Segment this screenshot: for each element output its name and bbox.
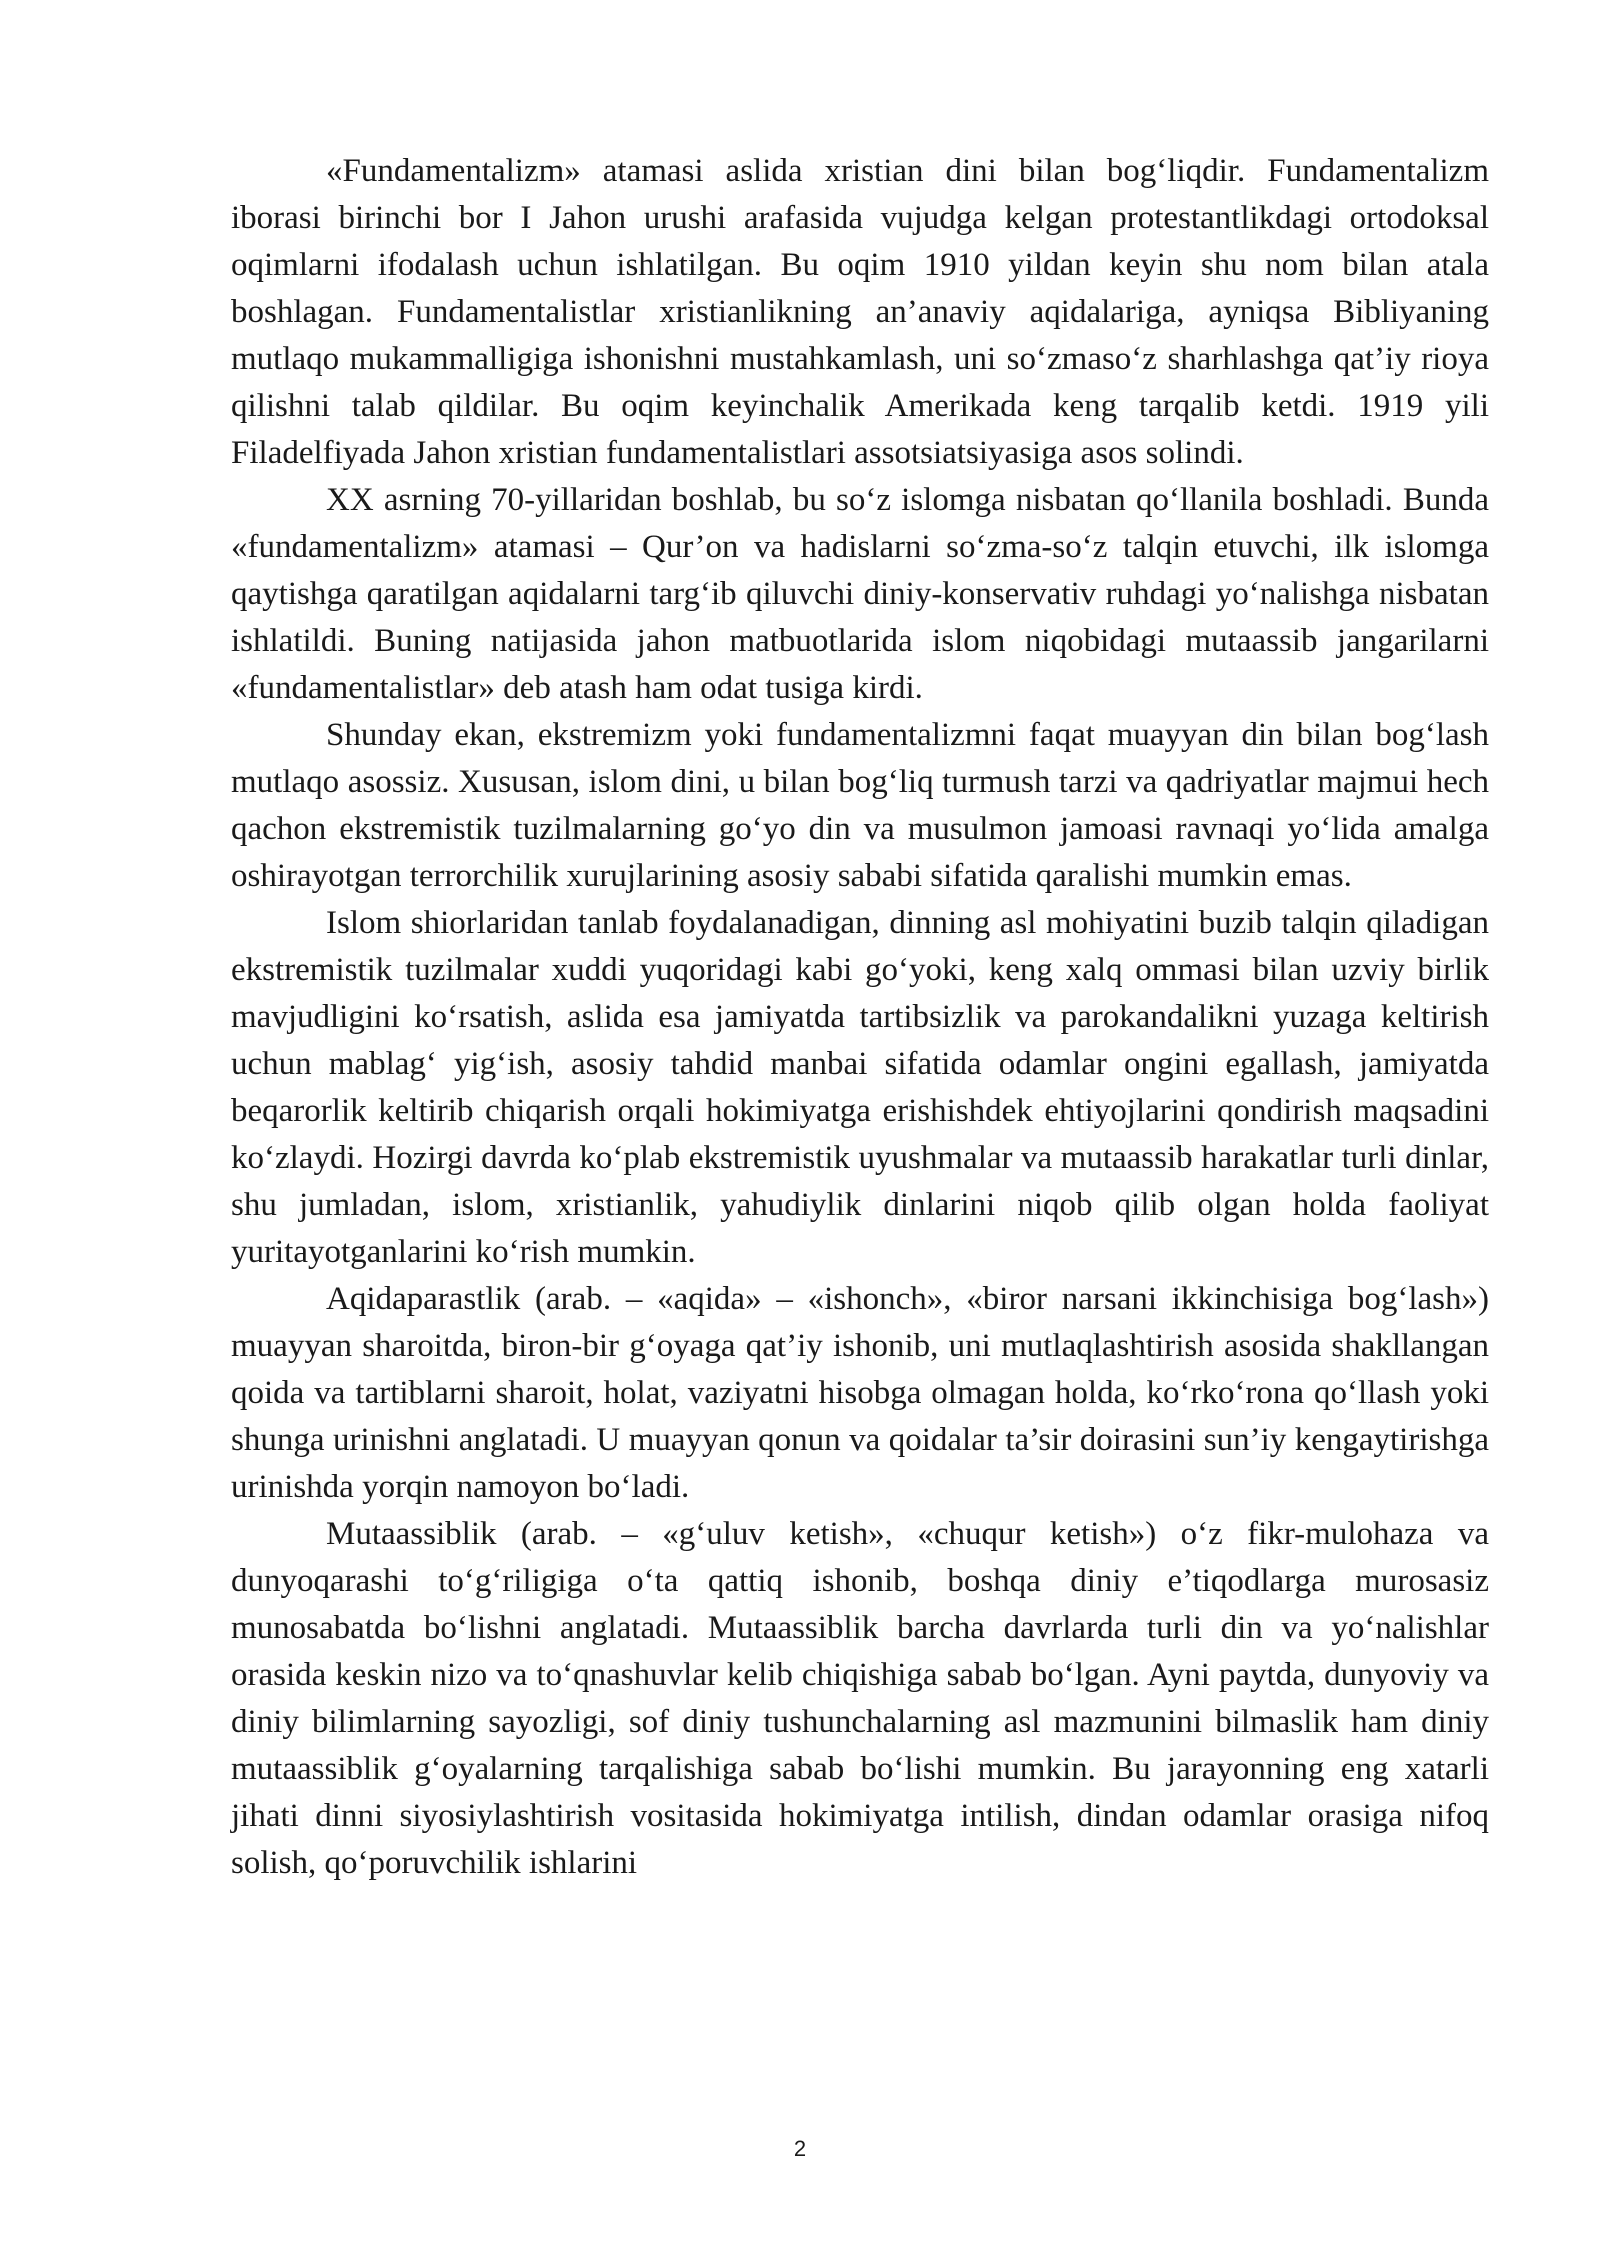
- document-body: [231, 148, 1489, 1887]
- paragraph-extremism-religion: Shunday ekan, ekstremizm yoki fundamentalizmni faqat muayyan din bilan bog‘lash mutlaqo asossiz. Xususan, islom dini, u bilan bog‘liq turmush tarzi va qadriyatlar majmui hech qachon ekstremistik tuzilmalarning go‘yo din va musulmon jamoasi ravnaqi yo‘lida amalga oshirayotgan terrorchilik xurujlarining asosiy sababi sifatida qaralishi mumkin emas.: [231, 717, 1489, 894]
- paragraph-islam-usage: XX asrning 70-yillaridan boshlab, bu so‘z islomga nisbatan qo‘llanila boshladi. Bunda «fundamentalizm» atamasi – Qur’on va hadislarni so‘zma-so‘z talqin etuvchi, ilk islomga qaytishga qaratilgan aqidalarni targ‘ib qiluvchi diniy-konservativ ruhdagi yo‘nalishga nisbatan ishlatildi. Buning natijasida jahon matbuotlarida islom niqobidagi mutaassib jangarilarni «fundamentalistlar» deb atash ham odat tusiga kirdi.: [231, 482, 1489, 706]
- paragraph-aqidaparastlik: Aqidaparastlik (arab. – «aqida» – «ishonch», «biror narsani ikkinchisiga bog‘lash») muayyan sharoitda, biron-bir g‘oyaga qat’iy ishonib, uni mutlaqlashtirish asosida shakllangan qoida va tartiblarni sharoit, holat, vaziyatni hisobga olmagan holda, ko‘rko‘rona qo‘llash yoki shunga urinishni anglatadi. U muayyan qonun va qoidalar ta’sir doirasini sun’iy kengaytirishga urinishda yorqin namoyon bo‘ladi.: [231, 1281, 1489, 1505]
- paragraph-mutaassiblik: Mutaassiblik (arab. – «g‘uluv ketish», «chuqur ketish») o‘z fikr-mulohaza va dunyoqarashi to‘g‘riligiga o‘ta qattiq ishonib, boshqa diniy e’tiqodlarga murosasiz munosabatda bo‘lishni anglatadi. Mutaassiblik barcha davrlarda turli din va yo‘nalishlar orasida keskin nizo va to‘qnashuvlar kelib chiqishiga sabab bo‘lgan. Ayni paytda, dunyoviy va diniy bilimlarning sayozligi, sof diniy tushunchalarning asl mazmunini bilmaslik ham diniy mutaassiblik g‘oyalarning tarqalishiga sabab bo‘lishi mumkin. Bu jarayonning eng xatarli jihati dinni siyosiylashtirish vositasida hokimiyatga intilish, dindan odamlar orasiga nifoq solish, qo‘poruvchilik ishlarini: [231, 1516, 1489, 1881]
- paragraph-fundamentalism-origin: «Fundamentalizm» atamasi aslida xristian dini bilan bog‘liqdir. Fundamentalizm iborasi birinchi bor I Jahon urushi arafasida vujudga kelgan protestantlikdagi ortodoksal oqimlarni ifodalash uchun ishlatilgan. Bu oqim 1910 yildan keyin shu nom bilan atala boshlagan. Fundamentalistlar xristianlikning an’anaviy aqidalariga, ayniqsa Bibliyaning mutlaqo mukammalligiga ishonishni mustahkamlash, uni so‘zmaso‘z sharhlashga qat’iy rioya qilishni talab qildilar. Bu oqim keyinchalik Amerikada keng tarqalib ketdi. 1919 yili Filadelfiyada Jahon xristian fundamentalistlari assotsiatsiyasiga asos solindi.: [231, 153, 1489, 471]
- paragraph-extremist-structures: Islom shiorlaridan tanlab foydalanadigan, dinning asl mohiyatini buzib talqin qiladigan ekstremistik tuzilmalar xuddi yuqoridagi kabi go‘yoki, keng xalq ommasi bilan uzviy birlik mavjudligini ko‘rsatish, aslida esa jamiyatda tartibsizlik va parokandalikni yuzaga keltirish uchun mablag‘ yig‘ish, asosiy tahdid manbai sifatida odamlar ongini egallash, jamiyatda beqarorlik keltirib chiqarish orqali hokimiyatga erishishdek ehtiyojlarini qondirish maqsadini ko‘zlaydi. Hozirgi davrda ko‘plab ekstremistik uyushmalar va mutaassib harakatlar turli dinlar, shu jumladan, islom, xristianlik, yahudiylik dinlarini niqob qilib olgan holda faoliyat yuritayotganlarini ko‘rish mumkin.: [231, 905, 1489, 1270]
- page-number: 2: [793, 2136, 807, 2161]
